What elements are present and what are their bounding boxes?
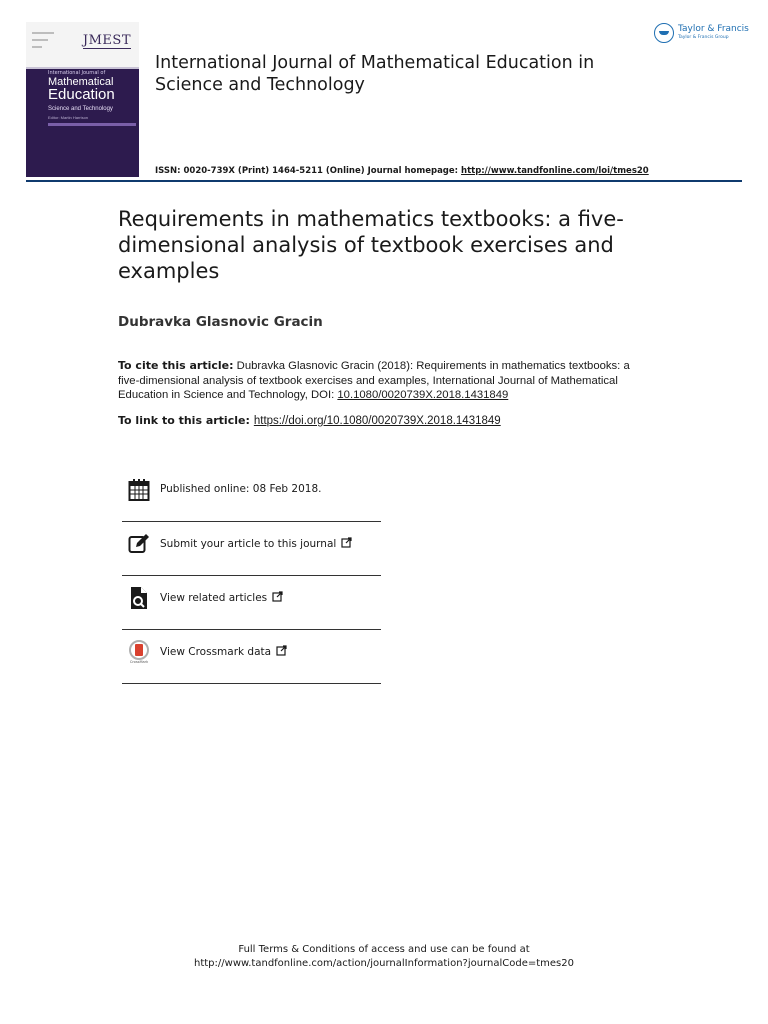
submit-article-link[interactable] [160, 537, 352, 550]
footer-terms-text: Full Terms & Conditions of access and use can be found at [238, 944, 530, 955]
external-link-icon [272, 591, 283, 602]
related-articles-label: View related articles [160, 592, 268, 604]
doi-link[interactable]: 10.1080/0020739X.2018.1431849 [337, 389, 509, 401]
calendar-icon [128, 478, 150, 502]
cover-top-band [26, 22, 139, 69]
cover-divider [48, 123, 136, 126]
cover-title [48, 77, 138, 120]
terms-footer [0, 943, 768, 971]
publisher-name: Taylor & Francis [678, 24, 749, 34]
article-link-line [118, 414, 501, 427]
publisher-logo-icon [654, 23, 674, 43]
journal-cover-image [26, 22, 139, 177]
header-divider [26, 180, 742, 182]
link-label: To link to this article: [118, 414, 250, 427]
journal-title: International Journal of Mathematical Education in Science and Technology [155, 53, 595, 95]
journal-homepage-link[interactable]: http://www.tandfonline.com/loi/tmes20 [461, 166, 649, 176]
citation-block [118, 359, 648, 403]
article-author: Dubravka Glasnovic Gracin [118, 314, 323, 330]
issn-text: ISSN: 0020-739X (Print) 1464-5211 (Online) Journal homepage: [155, 166, 462, 176]
cover-title-line2: Education [48, 85, 115, 103]
cover-title-line3: Science and Technology [48, 106, 113, 113]
crossmark-row[interactable] [122, 630, 381, 684]
publisher-group: Taylor & Francis Group [678, 35, 729, 40]
submit-article-label: Submit your article to this journal [160, 538, 337, 550]
published-online-row [122, 468, 381, 522]
cite-text: Dubravka Glasnovic Gracin (2018): Requirements in mathematics textbooks: a five-dimensional analysis of textbook exercises and examples, International Journal of Mathematical Education in Science and Technology, DOI: [118, 360, 630, 401]
document-search-icon [128, 586, 150, 610]
article-doi-url[interactable]: https://doi.org/10.1080/0020739X.2018.1431849 [253, 415, 501, 427]
cover-editor-line: Editor: Martin Harrison [48, 115, 89, 121]
published-online-label: Published online: 08 Feb 2018. [160, 483, 322, 495]
external-link-icon [276, 645, 287, 656]
cite-label: To cite this article: [118, 359, 234, 372]
related-articles-row[interactable] [122, 576, 381, 630]
publisher-logo[interactable] [654, 22, 754, 48]
crossmark-icon [128, 640, 150, 664]
cover-title-line1: Mathematical [48, 76, 114, 88]
footer-terms-url[interactable]: http://www.tandfonline.com/action/journalInformation?journalCode=tmes20 [194, 958, 574, 969]
submit-article-row[interactable] [122, 522, 381, 576]
external-link-icon [341, 537, 352, 548]
crossmark-label: View Crossmark data [160, 646, 272, 658]
crossmark-link[interactable] [160, 645, 287, 658]
svg-text:CrossMark: CrossMark [129, 660, 149, 664]
issn-line [155, 166, 649, 176]
cover-subtitle: International Journal of [48, 70, 106, 76]
article-title: Requirements in mathematics textbooks: a five-dimensional analysis of textbook exercises and examples [118, 207, 624, 283]
related-articles-link[interactable] [160, 591, 283, 604]
edit-icon [128, 532, 150, 556]
cover-logo: JMEST [82, 33, 131, 48]
article-info-list [122, 468, 381, 684]
